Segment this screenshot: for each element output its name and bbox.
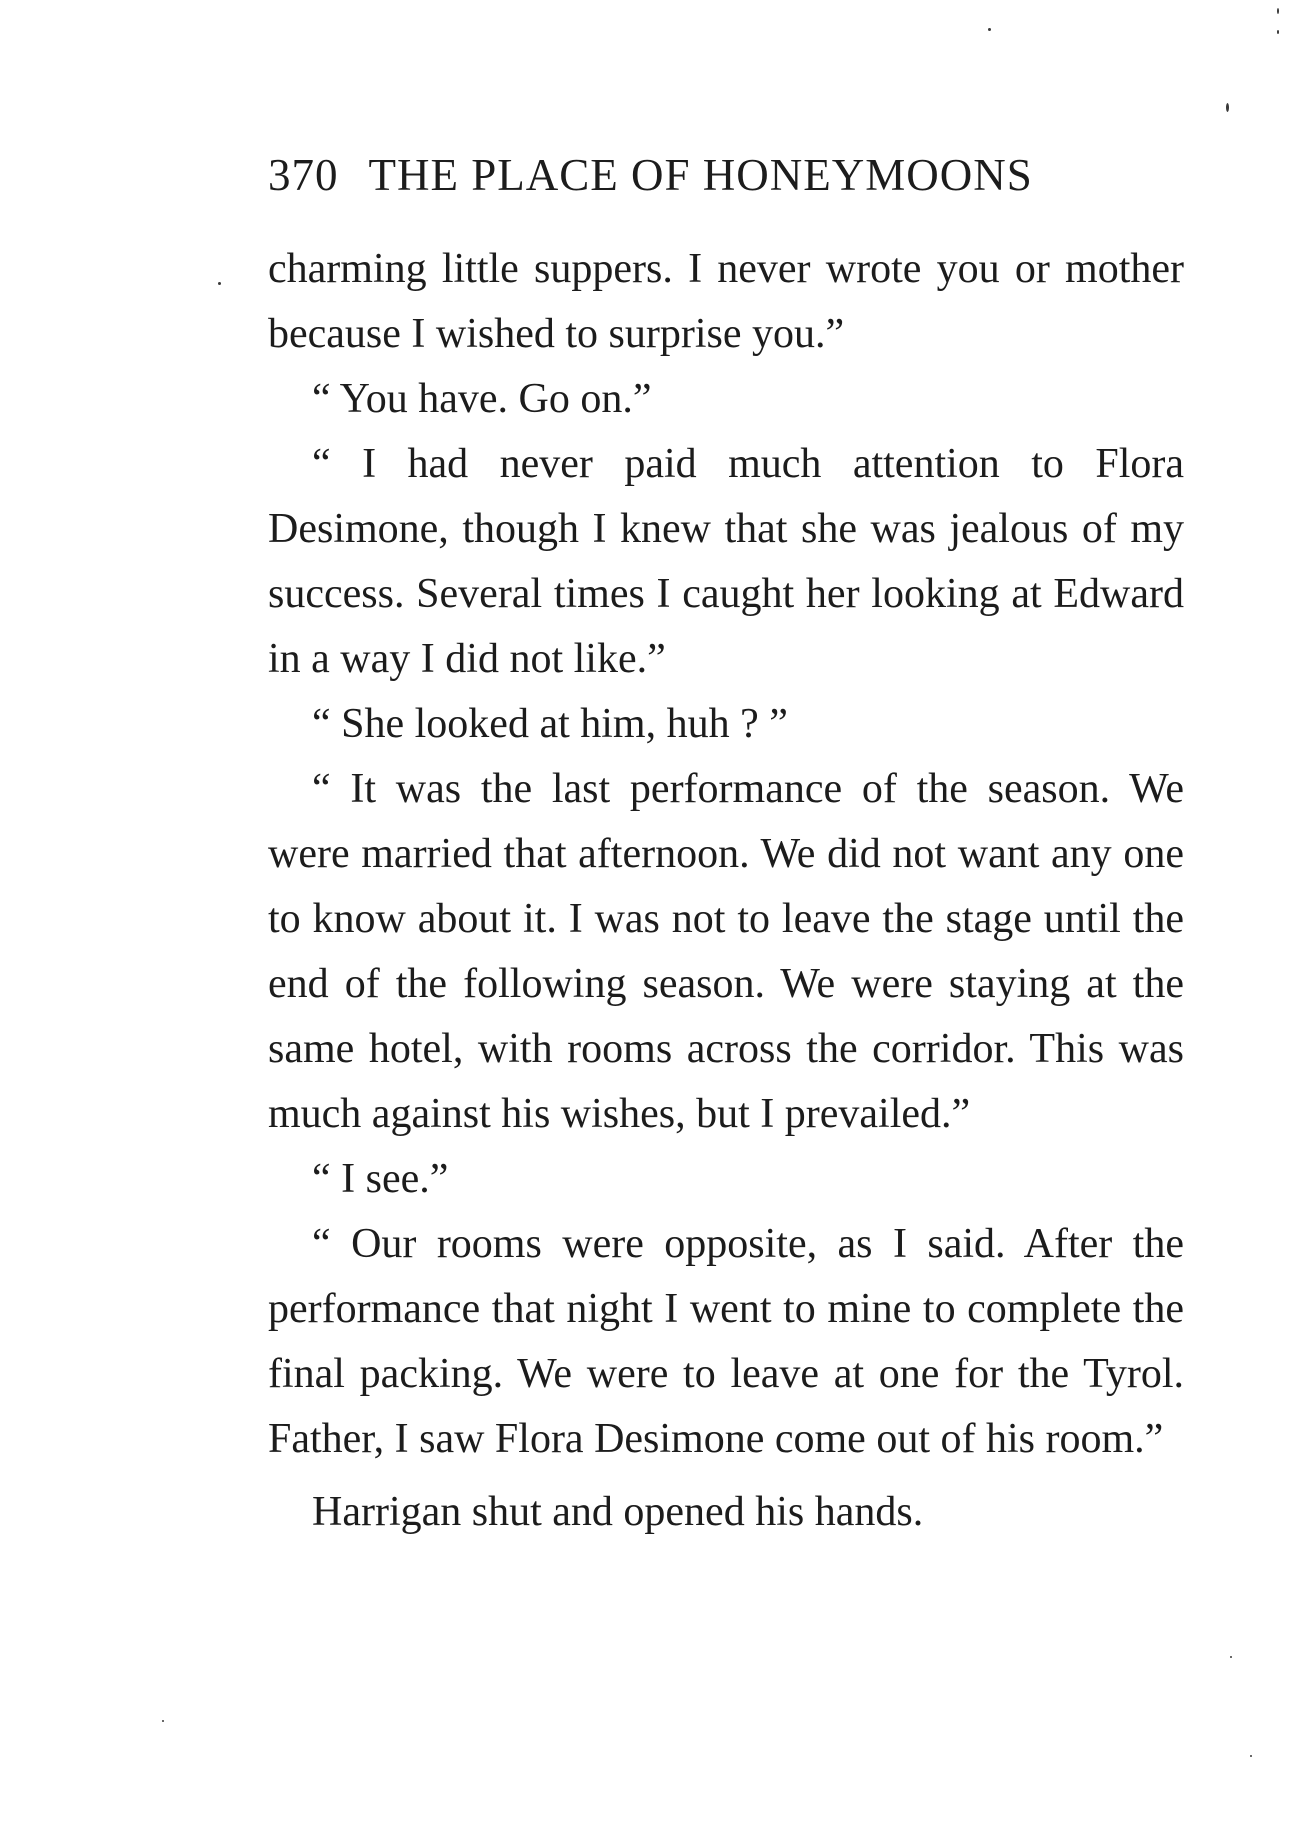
scan-speck bbox=[1226, 103, 1229, 112]
paragraph-continuation: charming little suppers. I never wrote you or mother because I wished to surprise you.” bbox=[268, 246, 1184, 357]
scan-speck bbox=[1230, 1656, 1232, 1658]
scan-speck bbox=[1250, 1755, 1252, 1757]
running-title: THE PLACE OF HONEYMOONS bbox=[368, 150, 1033, 200]
paragraph: “ I had never paid much attention to Flora Desimone, though I knew that she was jealous of my success. Several times I caught her looking at Edward in a way I did not like.” bbox=[268, 441, 1184, 682]
scan-speck bbox=[1277, 8, 1279, 14]
scan-speck bbox=[218, 282, 221, 285]
scan-speck bbox=[988, 28, 991, 31]
body-text bbox=[268, 237, 1184, 1545]
running-head bbox=[268, 145, 1188, 205]
paragraph: “ She looked at him, huh ? ” bbox=[312, 701, 788, 747]
scan-speck bbox=[1277, 30, 1279, 34]
scan-speck bbox=[162, 1720, 164, 1722]
page-number: 370 bbox=[268, 150, 339, 200]
paragraph: “ I see.” bbox=[312, 1156, 449, 1202]
paragraph: Harrigan shut and opened his hands. bbox=[312, 1489, 924, 1535]
paragraph: “ It was the last performance of the season. We were married that afternoon. We did not want any one to know about it. I was not to leave the stage until the end of the following season. We were staying at the same hotel, with rooms across the corridor. This was much against his wishes, but I prevailed.” bbox=[268, 766, 1184, 1137]
paragraph: “ Our rooms were opposite, as I said. After the performance that night I went to mine to complete the final packing. We were to leave at one for the Tyrol. Father, I saw Flora Desimone come out of his room.” bbox=[268, 1221, 1184, 1462]
paragraph: “ You have. Go on.” bbox=[312, 376, 652, 422]
